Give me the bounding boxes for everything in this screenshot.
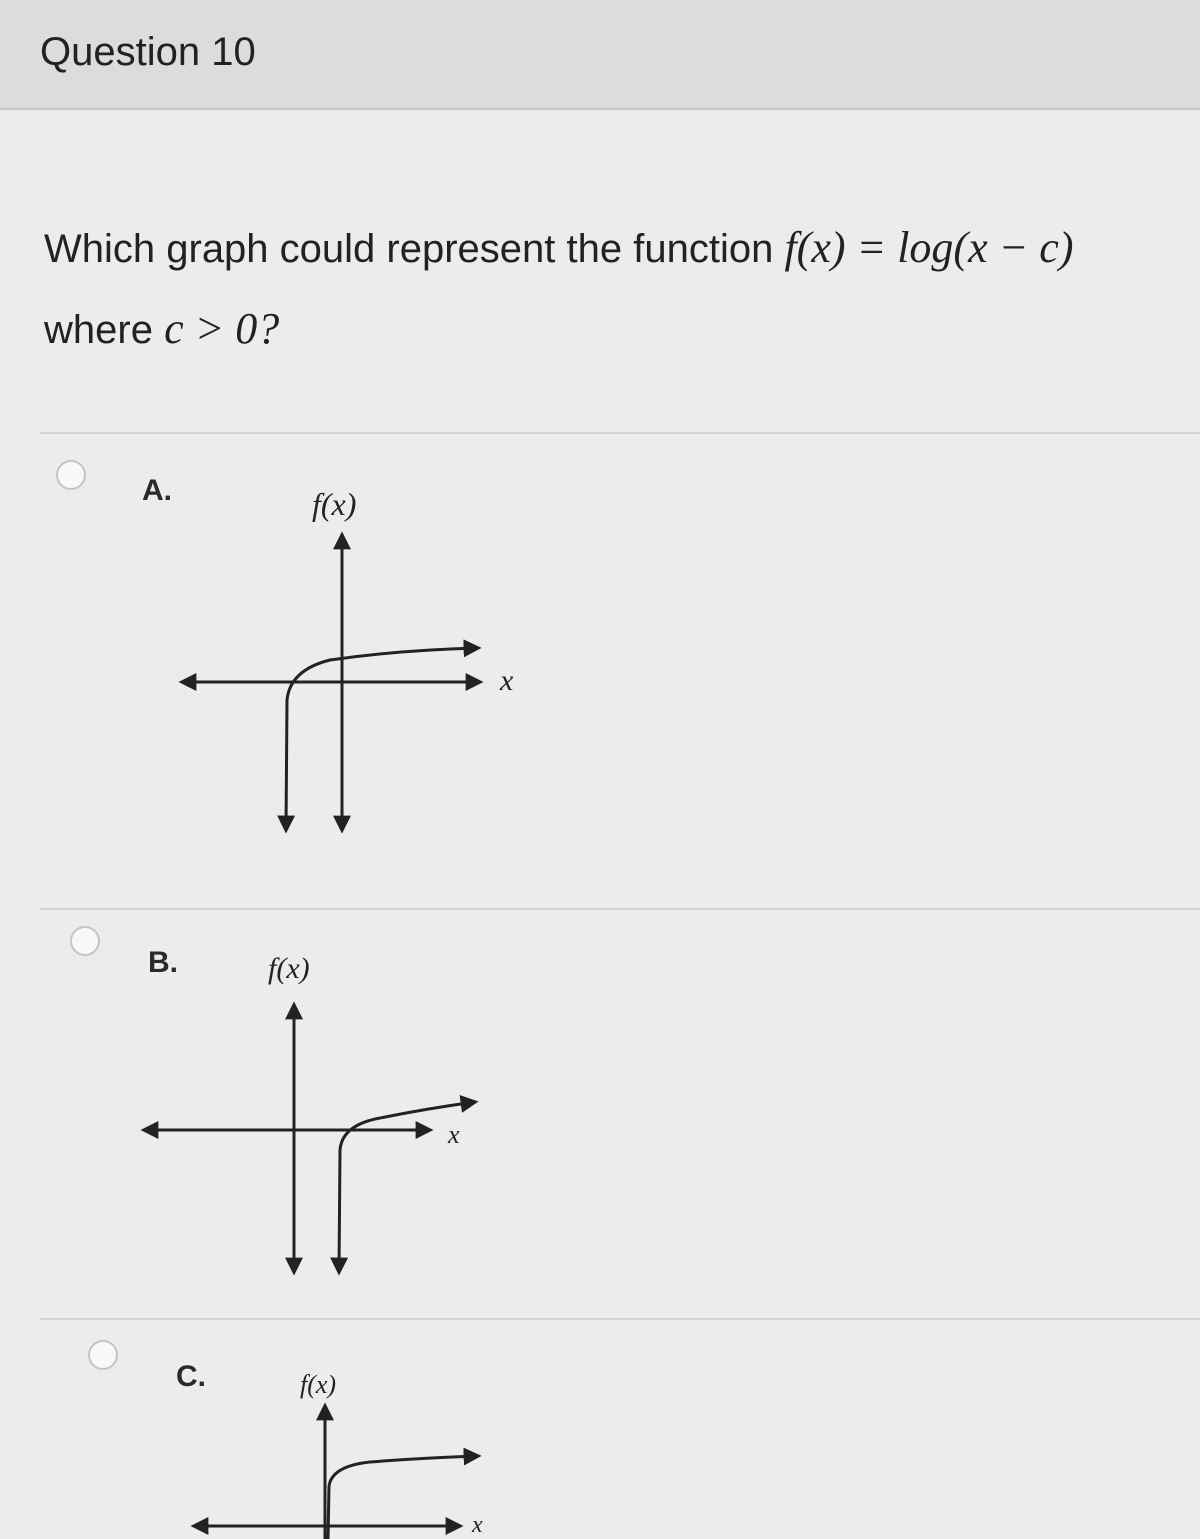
graph-a-x-label: x <box>500 664 514 697</box>
question-formula: f(x) = log(x − c) <box>784 223 1074 272</box>
graph-c <box>190 1396 490 1539</box>
question-condition: c > 0? <box>164 304 280 353</box>
graph-a <box>160 520 500 850</box>
divider <box>40 908 1200 910</box>
question-line2-prefix: where <box>44 308 153 352</box>
graph-b <box>130 990 490 1290</box>
question-header <box>0 0 1200 110</box>
radio-button-b[interactable] <box>70 926 100 956</box>
graph-c-y-label: f(x) <box>300 1370 337 1399</box>
divider <box>40 432 1200 434</box>
graph-c-x-label: x <box>472 1512 483 1538</box>
radio-button-c[interactable] <box>88 1340 118 1370</box>
graph-b-x-label: x <box>448 1120 460 1149</box>
question-prefix: Which graph could represent the function <box>44 227 774 271</box>
question-number: Question 10 <box>40 30 256 74</box>
option-letter-b: B. <box>148 946 178 979</box>
divider <box>40 1318 1200 1320</box>
graph-b-curve <box>339 1102 475 1272</box>
graph-a-y-label: f(x) <box>312 486 357 522</box>
graph-b-y-label: f(x) <box>268 952 310 985</box>
option-letter-a: A. <box>142 474 172 507</box>
question-text <box>44 208 1174 370</box>
option-letter-c: C. <box>176 1360 206 1393</box>
radio-button-a[interactable] <box>56 460 86 490</box>
graph-a-curve <box>286 648 478 830</box>
